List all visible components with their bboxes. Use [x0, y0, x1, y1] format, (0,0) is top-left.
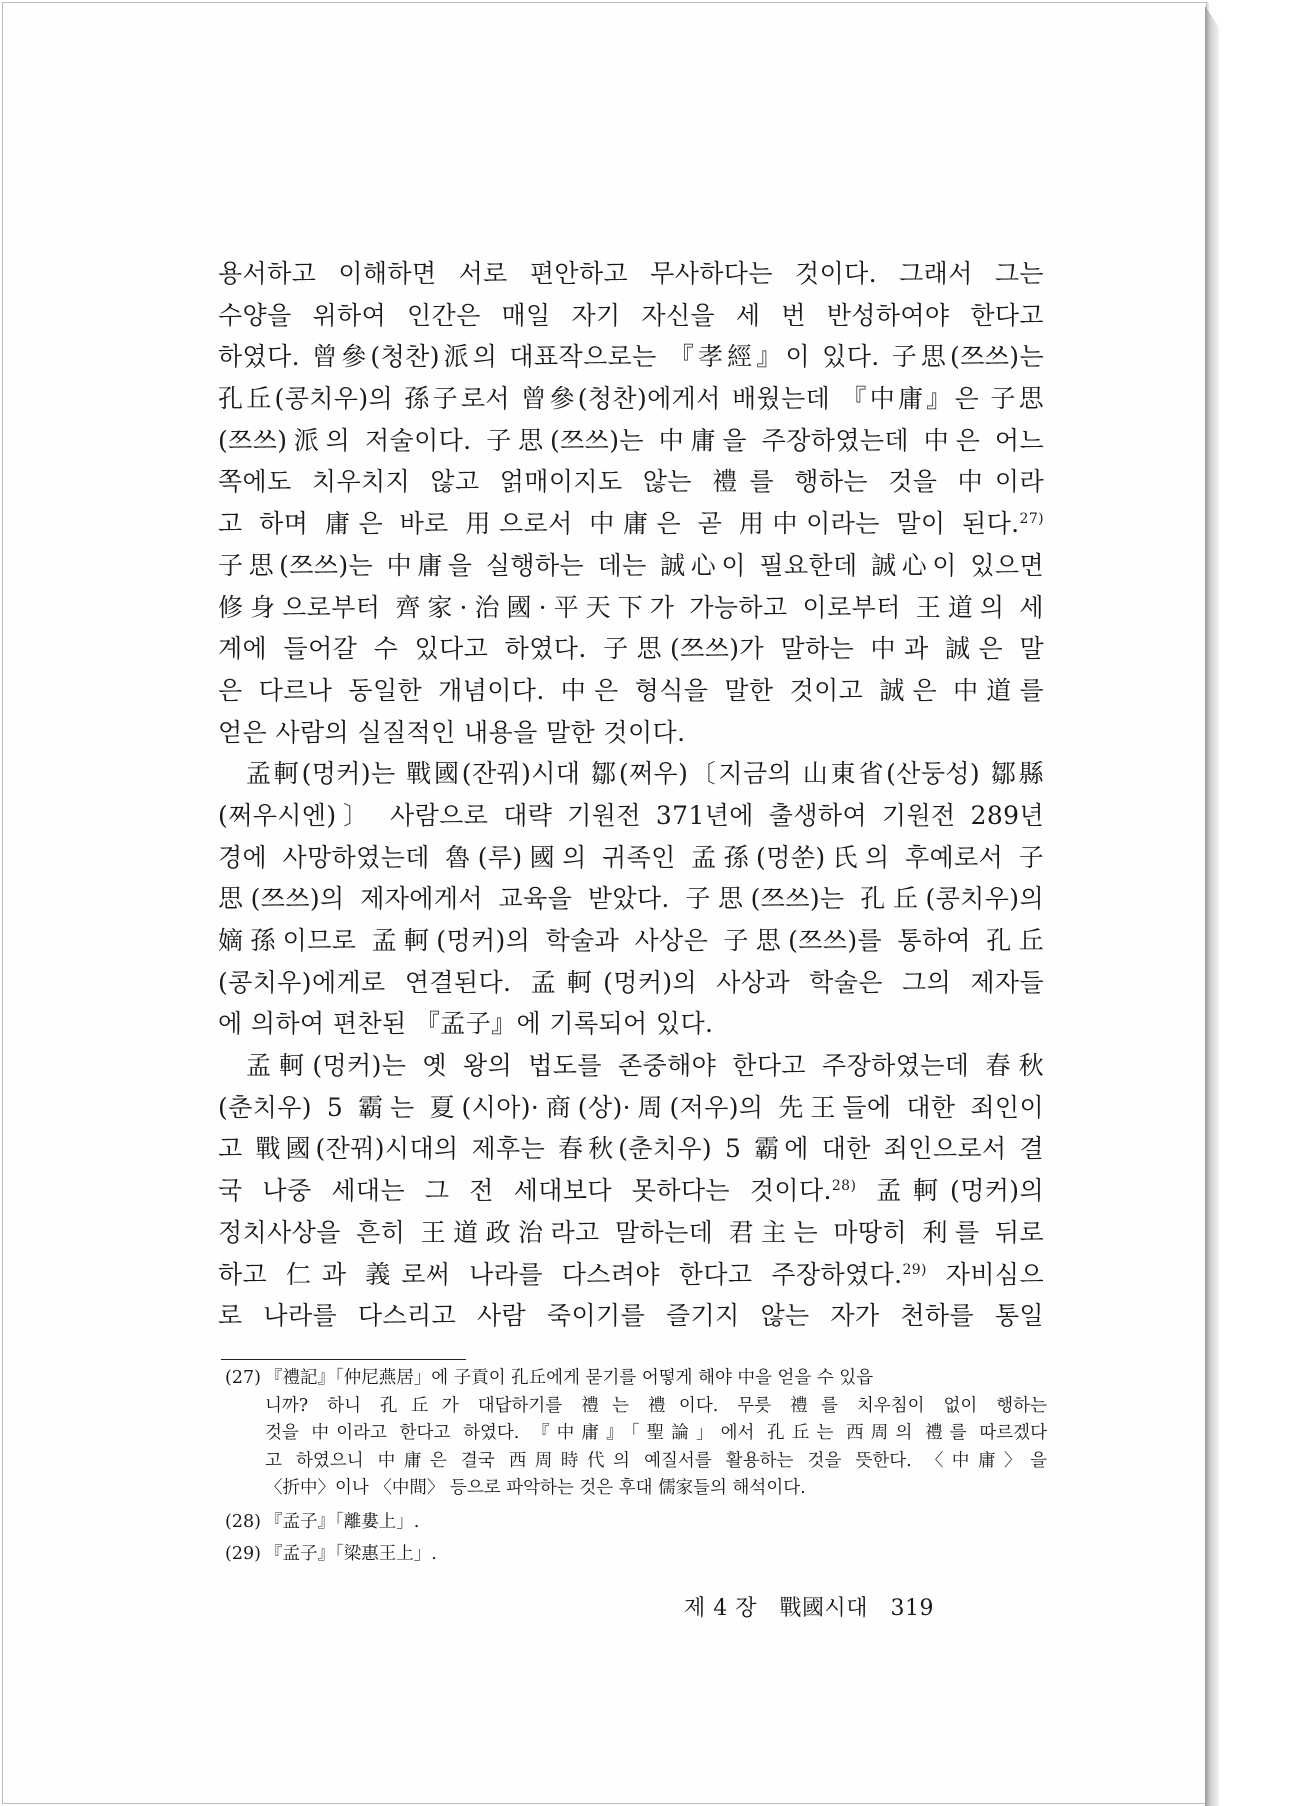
footnote-line: 니까? 하니 孔丘가 대답하기를 禮는 禮이다. 무릇 禮를 치우침이 없이 행하는 — [265, 1395, 1047, 1416]
footnote-number: (27) — [225, 1368, 261, 1388]
text-segment: 자비심으 — [926, 1259, 1044, 1289]
text-line: 嫡孫이므로 孟軻(멍커)의 학술과 사상은 子思(쯔쓰)를 통하여 孔丘 — [218, 926, 1044, 955]
text-segment: 하고 仁과 義로써 나라를 다스려야 한다고 주장하였다. — [218, 1259, 903, 1289]
text-line: 하였다. 曾參(청찬)派의 대표작으로는 『孝經』이 있다. 子思(쯔쓰)는 — [218, 342, 1044, 372]
footnote-line: 〈折中〉이나 〈中間〉 등으로 파악하는 것은 후대 儒家들의 해석이다. — [265, 1478, 806, 1498]
chapter-label: 제 4 장 — [684, 1596, 758, 1621]
body-text — [218, 253, 1044, 1337]
text-line-with-note — [218, 1254, 1044, 1296]
text-line: (콩치우)에게로 연결된다. 孟軻(멍커)의 사상과 학술은 그의 제자들 — [218, 967, 1044, 997]
text-segment: 고 하며 庸은 바로 用으로서 中庸은 곧 用中이라는 말이 된다. — [218, 509, 1020, 539]
text-line: 에 의하여 편찬된 『孟子』에 기록되어 있다. — [218, 1009, 714, 1039]
footnotes — [225, 1365, 1047, 1567]
text-line: 계에 들어갈 수 있다고 하였다. 子思(쯔쓰)가 말하는 中과 誠은 말 — [218, 634, 1044, 664]
footnote-line: 고 하였으니 中庸은 결국 西周時代의 예질서를 활용하는 것을 뜻한다. 〈中庸〉을 — [265, 1450, 1047, 1471]
footnote-line: 것을 中이라고 한다고 하였다. 『中庸』「聖論」에서 孔丘는 西周의 禮를 따르겠다 — [265, 1423, 1047, 1443]
footnote-divider — [221, 1359, 466, 1360]
text-line: 은 다르나 동일한 개념이다. 中은 형식을 말한 것이고 誠은 中道를 — [218, 675, 1044, 705]
footnote-text: 『孟子』「離婁上」. — [265, 1511, 420, 1532]
footnote-ref-29: 29) — [902, 1261, 927, 1278]
text-line-with-note — [218, 1170, 1044, 1212]
text-line: 思(쯔쓰)의 제자에게서 교육을 받았다. 子思(쯔쓰)는 孔丘(콩치우)의 — [218, 884, 1044, 914]
text-line: 로 나라를 다스리고 사람 죽이기를 즐기지 않는 자가 천하를 통일 — [218, 1301, 1044, 1331]
text-line: 쪽에도 치우치지 않고 얽매이지도 않는 禮를 행하는 것을 中이라 — [218, 467, 1044, 497]
text-line: 子思(쯔쓰)는 中庸을 실행하는 데는 誠心이 필요한데 誠心이 있으면 — [218, 550, 1044, 580]
page-number: 319 — [890, 1596, 934, 1621]
page-edge-shadow — [1205, 6, 1219, 1806]
text-line: 修身으로부터 齊家·治國·平天下가 가능하고 이로부터 王道의 세 — [218, 592, 1044, 622]
running-footer — [684, 1591, 934, 1622]
text-line: 정치사상을 흔히 王道政治라고 말하는데 君主는 마땅히 利를 뒤로 — [218, 1217, 1044, 1247]
text-line: 용서하고 이해하면 서로 편안하고 무사하다는 것이다. 그래서 그는 — [218, 259, 1044, 288]
footnote-ref-27: 27) — [1019, 511, 1044, 528]
footnote-text: 『禮記』「仲尼燕居」에 子貢이 孔丘에게 묻기를 어떻게 해야 中을 얻을 수 있읍 — [265, 1368, 874, 1388]
text-line: (춘치우) 5 霸는 夏(시아)·商(상)·周(저우)의 先王들에 대한 죄인이 — [218, 1092, 1044, 1122]
footnote-27 — [225, 1365, 1047, 1503]
footnote-number: (29) — [225, 1543, 261, 1564]
footnote-ref-28: 28) — [831, 1178, 857, 1195]
text-line: 孔丘(콩치우)의 孫子로서 曾參(청찬)에게서 배웠는데 『中庸』은 子思 — [218, 384, 1044, 414]
text-line: 얻은 사람의 실질적인 내용을 말한 것이다. — [218, 717, 686, 747]
footnote-28 — [225, 1509, 1047, 1535]
text-line-with-note — [218, 503, 1044, 545]
text-line: 수양을 위하여 인간은 매일 자기 자신을 세 번 반성하여야 한다고 — [218, 300, 1044, 330]
chapter-title: 戰國시대 — [779, 1596, 869, 1621]
text-line: 고 戰國(잔꿔)시대의 제후는 春秋(춘치우) 5 霸에 대한 죄인으로서 결 — [218, 1134, 1044, 1164]
text-segment: 孟軻(멍커)의 — [856, 1176, 1044, 1206]
text-line: (쩌우시엔)〕 사람으로 대략 기원전 371년에 출생하여 기원전 289년 — [218, 800, 1044, 830]
text-line: 경에 사망하였는데 魯(루)國의 귀족인 孟孫(멍쑨)氏의 후예로서 子 — [218, 842, 1044, 872]
text-line: (쯔쓰)派의 저술이다. 子思(쯔쓰)는 中庸을 주장하였는데 中은 어느 — [218, 425, 1044, 455]
footnote-line — [225, 1365, 1047, 1393]
paragraph-start-line: 孟軻(멍커)는 戰國(잔꿔)시대 鄒(쩌우)〔지금의 山東省(산둥성) 鄒縣 — [246, 759, 1044, 789]
paragraph-start-line: 孟軻(멍커)는 옛 왕의 법도를 존중해야 한다고 주장하였는데 春秋 — [246, 1051, 1044, 1081]
footnote-text: 『孟子』「梁惠王上」. — [265, 1543, 437, 1564]
book-page — [2, 2, 1207, 1804]
footnote-number: (28) — [225, 1511, 261, 1532]
text-segment: 국 나중 세대는 그 전 세대보다 못하다는 것이다. — [218, 1176, 832, 1206]
footnote-29 — [225, 1541, 1047, 1567]
